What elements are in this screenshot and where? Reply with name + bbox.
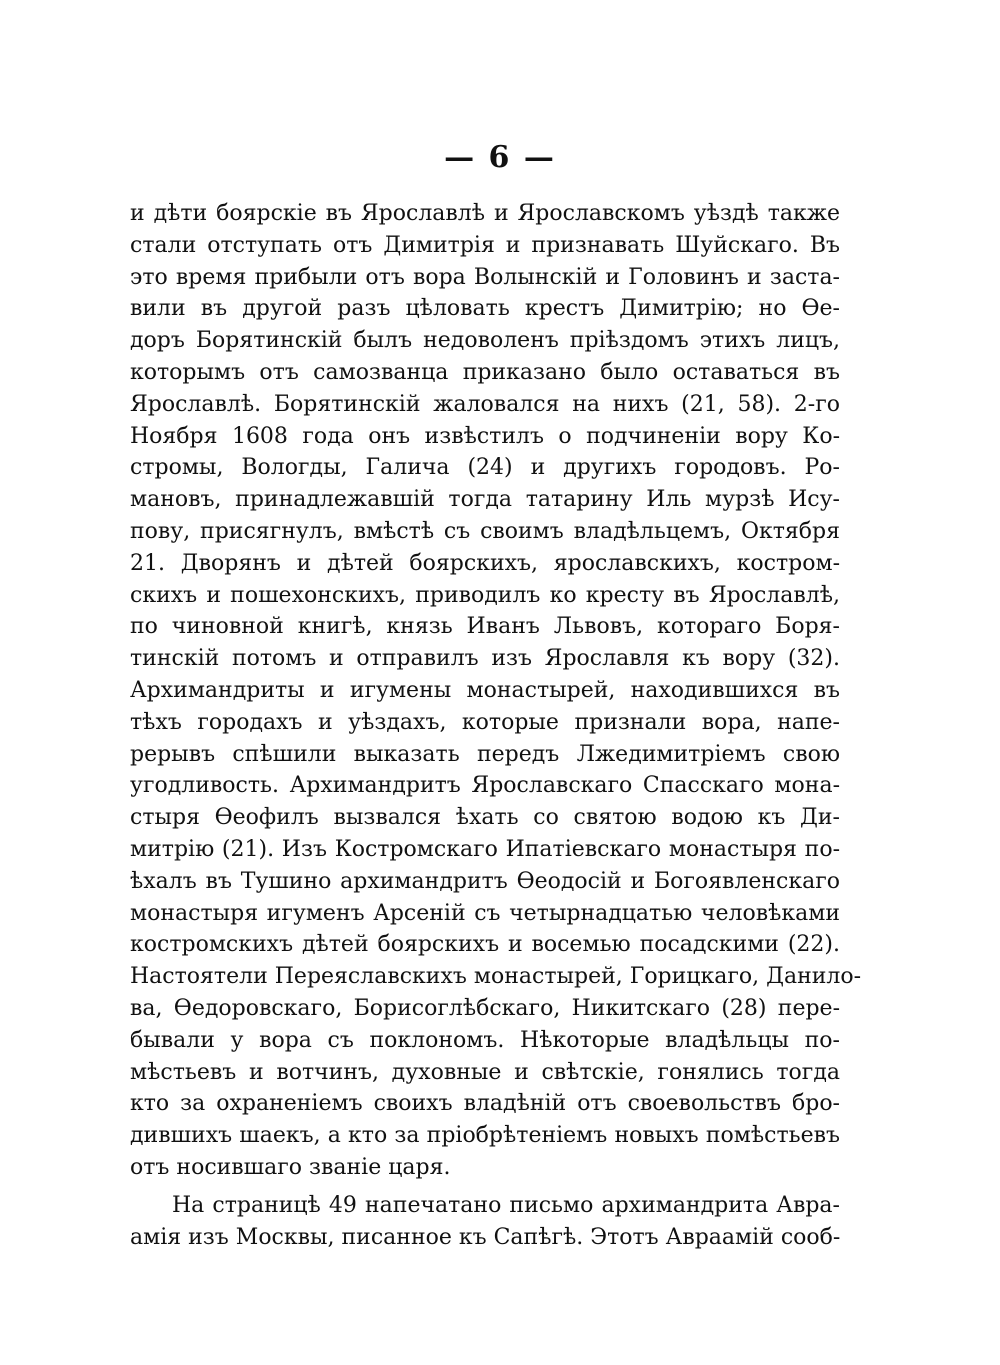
text-line: пову, присягнулъ, вмѣстѣ съ своимъ владѣльцемъ, Октября	[130, 518, 840, 544]
text-line: мановъ, принадлежавшій тогда татарину Иль мурзѣ Ису-	[130, 487, 840, 513]
text-line: угодливость. Архимандритъ Ярославскаго Спасскаго мона-	[130, 773, 840, 799]
text-line: стромы, Вологды, Галича (24) и другихъ городовъ. Ро-	[130, 455, 840, 481]
text-line: стыря Ѳеофилъ вызвался ѣхать со святою водою къ Ди-	[130, 805, 840, 831]
text-line: тѣхъ городахъ и уѣздахъ, которые признали вора, напе-	[130, 709, 840, 735]
text-line: по чиновной книгѣ, князь Иванъ Львовъ, котораго Боря-	[130, 614, 840, 640]
text-line: митрію (21). Изъ Костромскаго Ипатіевскаго монастыря по-	[130, 836, 840, 862]
text-line: Ярославлѣ. Борятинскій жаловался на нихъ (21, 58). 2-го	[130, 391, 840, 417]
text-line: 21. Дворянъ и дѣтей боярскихъ, ярославскихъ, костром-	[130, 550, 840, 576]
text-line: Настоятели Переяславскихъ монастырей, Горицкаго, Данило-	[130, 964, 862, 990]
text-line: вили въ другой разъ цѣловать крестъ Димитрію; но Ѳе-	[130, 296, 840, 322]
text-line: Архимандриты и игумены монастырей, находившихся въ	[130, 677, 840, 703]
text-line-last: отъ носившаго званіе царя.	[130, 1154, 451, 1180]
text-line: мѣстьевъ и вотчинъ, духовные и свѣтскіе, гонялись тогда	[130, 1059, 840, 1085]
text-line: тинскій потомъ и отправилъ изъ Ярославля къ вору (32).	[130, 646, 840, 672]
page-number: — 6 —	[444, 140, 556, 175]
text-line: которымъ отъ самозванца приказано было оставаться въ	[130, 359, 840, 385]
paragraph-2	[130, 1190, 840, 1254]
text-line: дившихъ шаекъ, а кто за пріобрѣтеніемъ новыхъ помѣстьевъ	[130, 1123, 840, 1149]
text-line: это время прибыли отъ вора Волынскій и Головинъ и заста-	[130, 264, 840, 290]
text-line: ѣхалъ въ Тушино архимандритъ Ѳеодосій и Богоявленскаго	[130, 868, 840, 894]
text-line: и дѣти боярскіе въ Ярославлѣ и Ярославскомъ уѣздѣ также	[130, 201, 840, 226]
text-line: скихъ и пошехонскихъ, приводилъ ко кресту въ Ярославлѣ,	[130, 582, 840, 608]
text-line: амія изъ Москвы, писанное къ Сапѣгѣ. Этотъ Авраамій сооб-	[130, 1224, 841, 1250]
text-line: костромскихъ дѣтей боярскихъ и восемью посадскими (22).	[130, 932, 840, 958]
text-line: доръ Борятинскій былъ недоволенъ пріѣздомъ этихъ лицъ,	[130, 328, 840, 354]
text-line: монастыря игуменъ Арсеній съ четырнадцатью человѣками	[130, 900, 840, 926]
body-text	[130, 198, 862, 1253]
text-line: Ноября 1608 года онъ извѣстилъ о подчиненіи вору Ко-	[130, 423, 840, 449]
paragraph-1	[130, 198, 862, 1184]
text-line: На страницѣ 49 напечатано письмо архимандрита Авра-	[172, 1192, 840, 1218]
text-line: бывали у вора съ поклономъ. Нѣкоторые владѣльцы по-	[130, 1027, 840, 1053]
text-line: ва, Ѳедоровскаго, Борисоглѣбскаго, Никитскаго (28) пере-	[130, 995, 840, 1021]
text-line: рерывъ спѣшили выказать передъ Лжедимитріемъ свою	[130, 741, 840, 767]
text-line: кто за охраненіемъ своихъ владѣній отъ своевольствъ бро-	[130, 1091, 840, 1117]
text-line: стали отступать отъ Димитрія и признавать Шуйскаго. Въ	[130, 232, 840, 258]
